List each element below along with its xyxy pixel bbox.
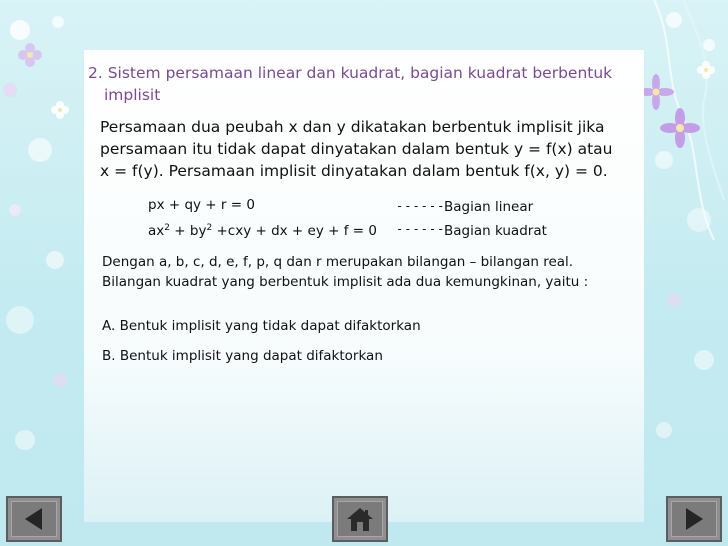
flower-decoration-right bbox=[644, 0, 728, 546]
flower-decoration-left bbox=[0, 0, 84, 546]
note-line: Dengan a, b, c, d, e, f, p, q dan r merupakan bilangan – bilangan real. bbox=[102, 254, 574, 270]
paragraph-line: x = f(y). Persamaan implisit dinyatakan dalam bentuk f(x, y) = 0. bbox=[100, 162, 608, 180]
quadratic-part-label: Bagian kuadrat bbox=[444, 223, 547, 239]
quadratic-equation: $ax^2 + by^2 +cxy$ + dx + ey + f = 0 bbox=[148, 223, 377, 239]
slide-title bbox=[88, 62, 648, 106]
dashed-connector: ------ bbox=[396, 199, 446, 213]
coefficients-note bbox=[102, 252, 642, 292]
linear-part-label: Bagian linear bbox=[444, 199, 534, 215]
triangle-left-icon bbox=[20, 505, 48, 533]
triangle-right-icon bbox=[680, 505, 708, 533]
linear-equation: px + qy + r = 0 bbox=[148, 197, 255, 213]
home-button[interactable] bbox=[332, 496, 388, 542]
slide-title-line2: implisit bbox=[104, 86, 161, 104]
slide-title-line1: 2. Sistem persamaan linear dan kuadrat, bagian kuadrat berbentuk bbox=[88, 64, 613, 82]
previous-slide-button[interactable] bbox=[6, 496, 62, 542]
note-line: Bilangan kuadrat yang berbentuk implisit ada dua kemungkinan, yaitu : bbox=[102, 274, 589, 290]
paragraph-line: Persamaan dua peubah x dan y dikatakan berbentuk implisit jika bbox=[100, 118, 605, 136]
paragraph-line: persamaan itu tidak dapat dinyatakan dalam bentuk y = f(x) atau bbox=[100, 140, 613, 158]
definition-paragraph bbox=[100, 116, 640, 182]
home-icon bbox=[345, 505, 375, 533]
dashed-connector: ------ bbox=[396, 222, 446, 236]
option-b: B. Bentuk implisit yang dapat difaktorkan bbox=[102, 348, 383, 364]
option-a: A. Bentuk implisit yang tidak dapat difaktorkan bbox=[102, 318, 421, 334]
next-slide-button[interactable] bbox=[666, 496, 722, 542]
